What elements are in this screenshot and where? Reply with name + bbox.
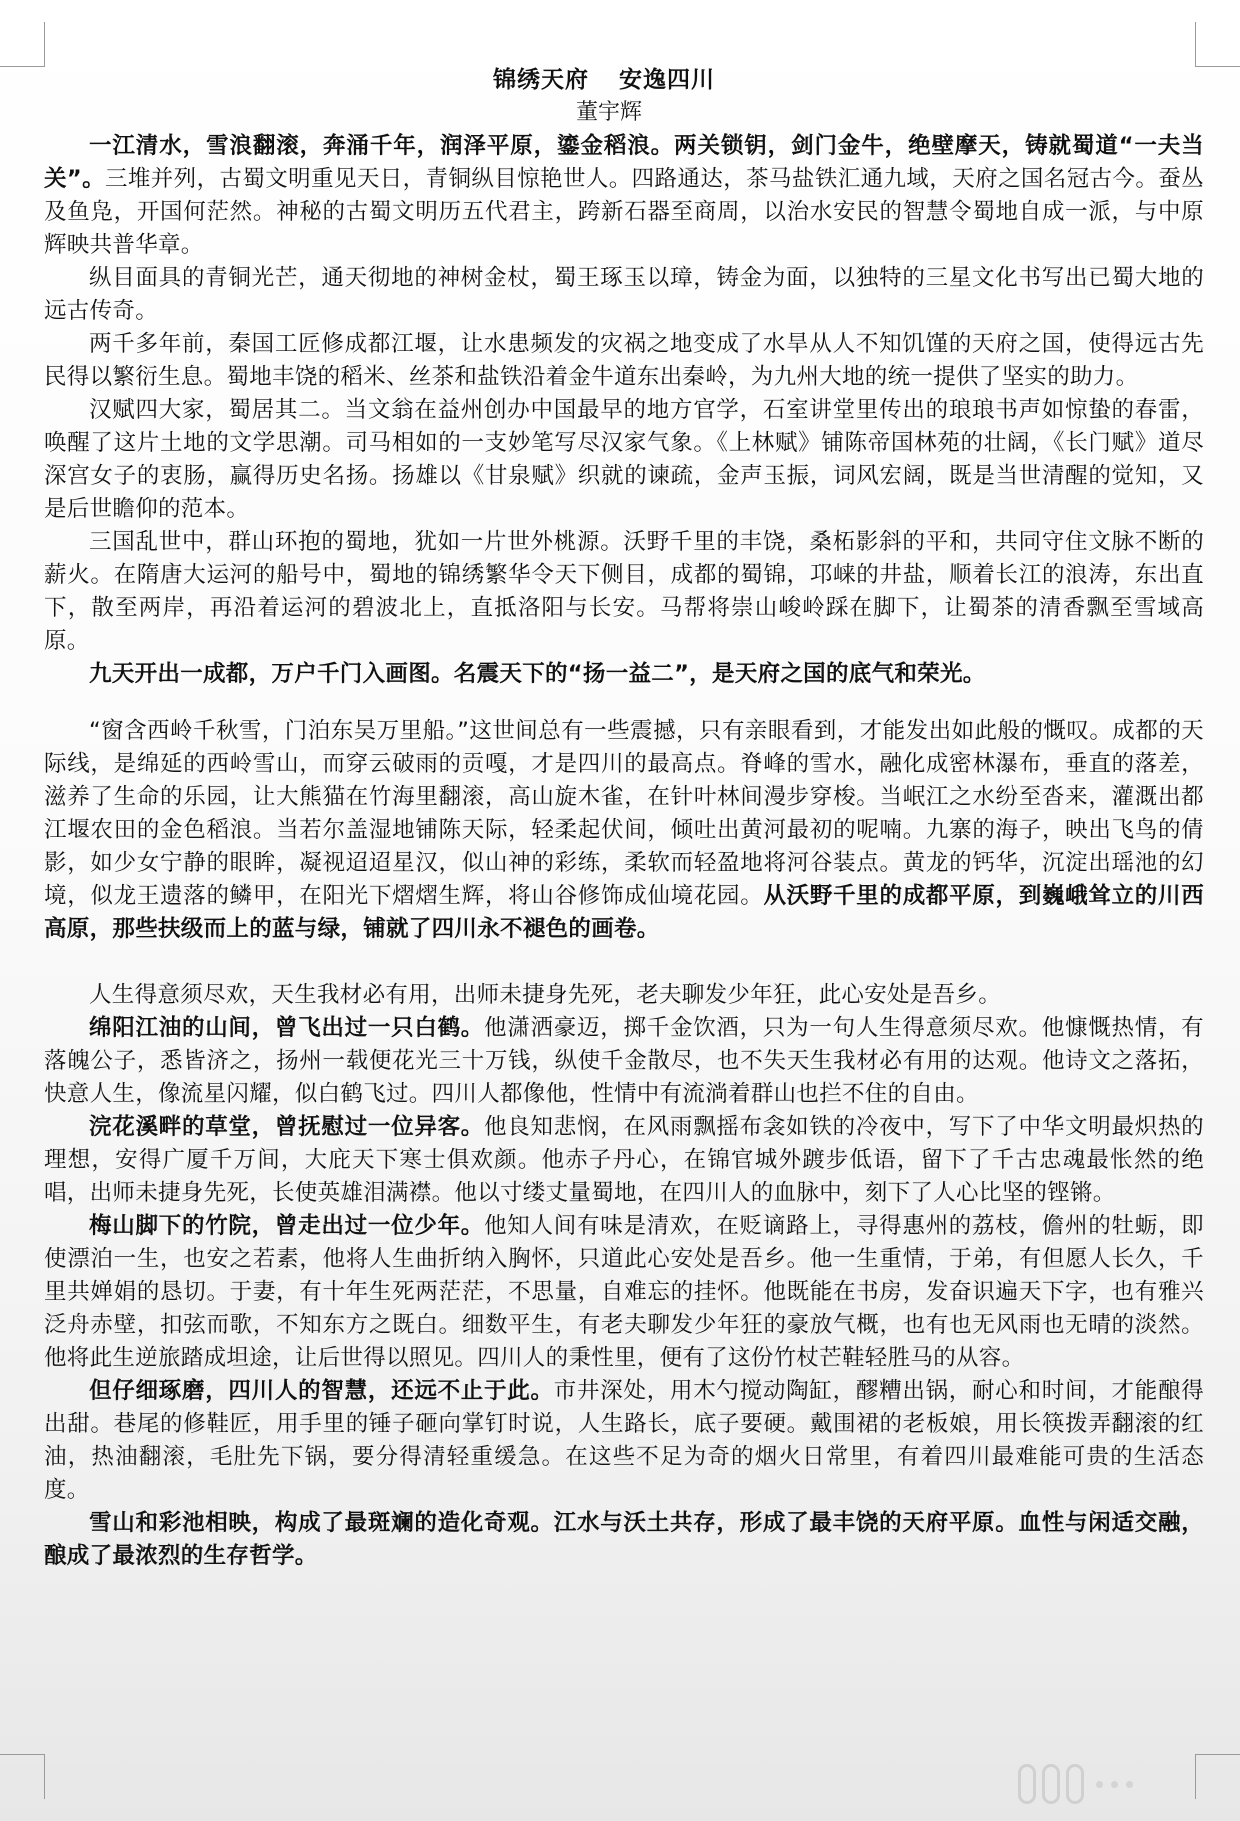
paragraph-2: 纵目面具的青铜光芒，通天彻地的神树金杖，蜀王琢玉以璋，铸金为面，以独特的三星文化书写出已蜀大地的远古传奇。 — [44, 265, 1204, 324]
paragraph-12-bold: 但仔细琢磨，四川人的智慧，还远不止于此。 — [89, 1378, 554, 1404]
paragraph-6 — [44, 658, 1204, 691]
paragraph-3: 两千多年前，秦国工匠修成都江堰，让水患频发的灾祸之地变成了水旱从人不知饥馑的天府之国，使得远古先民得以繁衍生息。蜀地丰饶的稻米、丝茶和盐铁沿着金牛道东出秦岭，为九州大地的统一提供了坚实的助力。 — [44, 331, 1204, 390]
document-page — [44, 62, 1204, 1573]
author: 董宇辉 — [575, 100, 642, 125]
crop-mark-top-right — [1195, 22, 1240, 67]
paragraph-10 — [44, 1111, 1204, 1210]
paragraph-10-bold: 浣花溪畔的草堂，曾抚慰过一位异客。 — [89, 1114, 485, 1140]
paragraph-7 — [44, 715, 1204, 946]
paragraph-6-bold: 九天开出一成都，万户千门入画图。名震天下的“扬一益二”，是天府之国的底气和荣光。 — [89, 661, 986, 687]
paragraph-9 — [44, 1012, 1204, 1111]
paragraph-7-text: “窗含西岭千秋雪，门泊东吴万里船。”这世间总有一些震撼，只有亲眼看到，才能发出如此般的慨叹。成都的天际线，是绵延的西岭雪山，而穿云破雨的贡嘎，才是四川的最高点。脊峰的雪水，融化成密林瀑布，垂直的落差，滋养了生命的乐园，让大熊猫在竹海里翻滚，高山旋木雀，在针叶林间漫步穿梭。当岷江之水纷至沓来，灌溉出都江堰农田的金色稻浪。当若尔盖湿地铺陈天际，轻柔起伏间，倾吐出黄河最初的呢喃。九寨的海子，映出飞鸟的倩影，如少女宁静的眼眸，凝视迢迢星汉，似山神的彩练，柔软而轻盈地将河谷装点。黄龙的钙华，沉淀出瑶池的幻境，似龙王遗落的鳞甲，在阳光下熠熠生辉，将山谷修饰成仙境花园。 — [44, 718, 1204, 909]
paragraph-13 — [44, 1507, 1204, 1573]
watermark-bar-icon — [1042, 1764, 1060, 1804]
watermark-dots — [1096, 1781, 1133, 1788]
paragraph-11-bold: 梅山脚下的竹院，曾走出过一位少年。 — [89, 1213, 485, 1239]
paragraph-4: 汉赋四大家，蜀居其二。当文翁在益州创办中国最早的地方官学，石室讲堂里传出的琅琅书声如惊蛰的春雷，唤醒了这片土地的文学思潮。司马相如的一支妙笔写尽汉家气象。《上林赋》铺陈帝国林苑的壮阔，《长门赋》道尽深宫女子的衷肠，赢得历史名扬。扬雄以《甘泉赋》织就的谏疏，金声玉振，词风宏阔，既是当世清醒的觉知，又是后世瞻仰的范本。 — [44, 397, 1204, 522]
crop-mark-bottom-right — [1195, 1754, 1240, 1799]
crop-mark-bottom-left — [0, 1754, 45, 1799]
paragraph-8: 人生得意须尽欢，天生我材必有用，出师未捷身先死，老夫聊发少年狂，此心安处是吾乡。 — [89, 982, 1002, 1008]
paragraph-1-text: 三堆并列，古蜀文明重见天日，青铜纵目惊艳世人。四路通达，茶马盐铁汇通九域，天府之国名冠古今。蚕丛及鱼凫，开国何茫然。神秘的古蜀文明历五代君主，跨新石器至商周，以治水安民的智慧令蜀地自成一派，与中原辉映共普华章。 — [44, 166, 1204, 258]
paragraph-12-text: 市井深处，用木勺搅动陶缸，醪糟出锅，耐心和时间，才能酿得出甜。巷尾的修鞋匠，用手里的锤子砸向掌钉时说，人生路长，底子要硬。戴围裙的老板娘，用长筷拨弄翻滚的红油，热油翻滚，毛肚先下锅，要分得清轻重缓急。在这些不足为奇的烟火日常里，有着四川最难能可贵的生活态度。 — [44, 1378, 1204, 1503]
paragraph-13-bold: 雪山和彩池相映，构成了最斑斓的造化奇观。江水与沃土共存，形成了最丰饶的天府平原。血性与闲适交融，酿成了最浓烈的生存哲学。 — [44, 1510, 1204, 1569]
paragraph-12 — [44, 1375, 1204, 1507]
paragraph-7-bold: 从沃野千里的成都平原，到巍峨耸立的川西高原，那些扶级而上的蓝与绿，铺就了四川永不褪色的画卷。 — [44, 883, 1204, 942]
paragraph-11-text: 他知人间有味是清欢，在贬谪路上，寻得惠州的荔枝，儋州的牡蛎，即使漂泊一生，也安之若素，他将人生曲折纳入胸怀，只道此心安处是吾乡。他一生重情，于弟，有但愿人长久，千里共婵娟的恳切。于妻，有十年生死两茫茫，不思量，自难忘的挂怀。他既能在书房，发奋识遍天下字，也有雅兴泛舟赤壁，扣弦而歌，不知东方之既白。细数平生，有老夫聊发少年狂的豪放气概，也有也无风雨也无晴的淡然。他将此生逆旅踏成坦途，让后世得以照见。四川人的秉性里，便有了这份竹杖芒鞋轻胜马的从容。 — [44, 1213, 1204, 1371]
watermark-logo — [1018, 1757, 1188, 1811]
paragraph-9-text: 他潇洒豪迈，掷千金饮酒，只为一句人生得意须尽欢。他慷慨热情，有落魄公子，悉皆济之，扬州一载便花光三十万钱，纵使千金散尽，也不失天生我材必有用的达观。他诗文之落拓，快意人生，像流星闪耀，似白鹤飞过。四川人都像他，性情中有流淌着群山也拦不住的自由。 — [44, 1015, 1204, 1107]
paragraph-11 — [44, 1210, 1204, 1375]
paragraph-9-bold: 绵阳江油的山间，曾飞出过一只白鹤。 — [89, 1015, 485, 1041]
document-title — [4, 62, 1204, 98]
title-part-2: 安逸四川 — [619, 67, 715, 93]
paragraph-1-bold: 一江清水，雪浪翻滚，奔涌千年，润泽平原，鎏金稻浪。两关锁钥，剑门金牛，绝壁摩天，铸就蜀道“一夫当关”。 — [44, 133, 1204, 192]
paragraph-5: 三国乱世中，群山环抱的蜀地，犹如一片世外桃源。沃野千里的丰饶，桑柘影斜的平和，共同守住文脉不断的薪火。在隋唐大运河的船号中，蜀地的锦绣繁华令天下侧目，成都的蜀锦，邛崃的井盐，顺着长江的浪涛，东出直下，散至两岸，再沿着运河的碧波北上，直抵洛阳与长安。马帮将崇山峻岭踩在脚下，让蜀茶的清香飘至雪域高原。 — [44, 529, 1204, 654]
title-part-1: 锦绣天府 — [493, 67, 589, 93]
watermark-bar-icon — [1066, 1764, 1084, 1804]
paragraph-1 — [44, 130, 1204, 262]
watermark-bar-icon — [1018, 1764, 1036, 1804]
crop-mark-top-left — [0, 22, 45, 67]
paragraph-10-text: 他良知悲悯，在风雨飘摇布衾如铁的冷夜中，写下了中华文明最炽热的理想，安得广厦千万间，大庇天下寒士俱欢颜。他赤子丹心，在锦官城外踱步低语，留下了千古忠魂最怅然的绝唱，出师未捷身先死，长使英雄泪满襟。他以寸缕丈量蜀地，在四川人的血脉中，刻下了人心比坚的铿锵。 — [44, 1114, 1204, 1206]
